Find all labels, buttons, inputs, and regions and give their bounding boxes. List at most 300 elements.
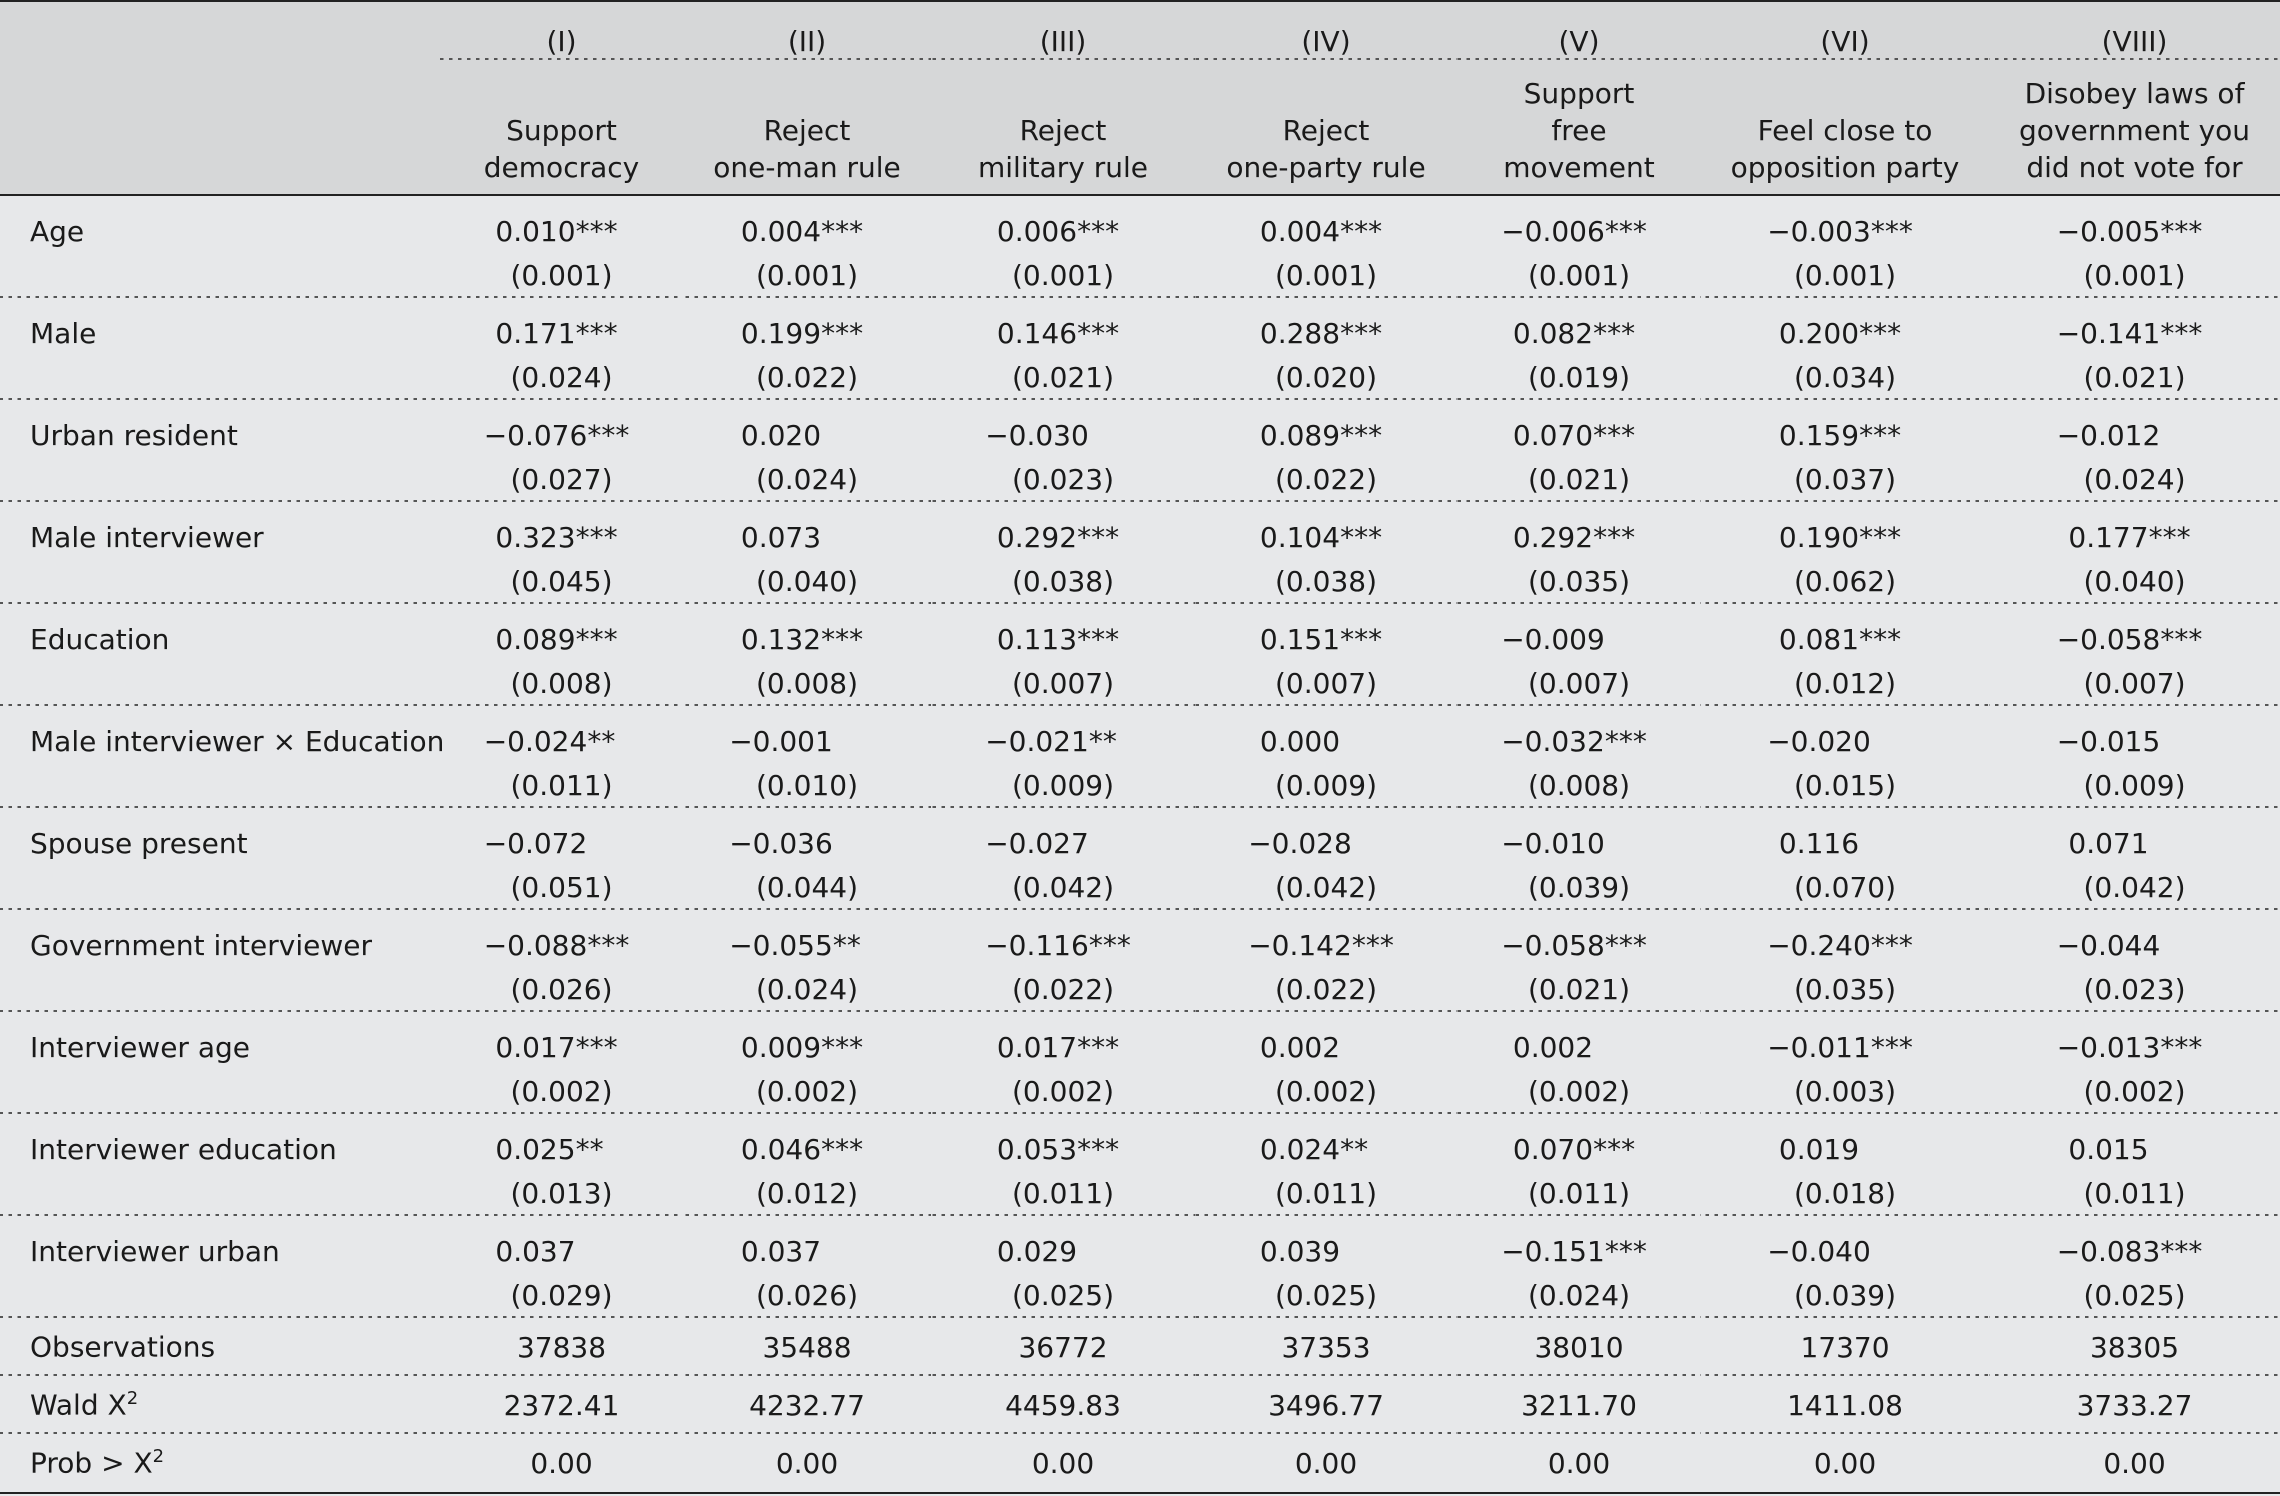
significance-stars: ** xyxy=(587,725,616,758)
coefficient-cell xyxy=(1989,1216,2280,1270)
significance-stars: *** xyxy=(1859,419,1902,452)
standard-error-cell: (0.038) xyxy=(931,556,1195,604)
column-title xyxy=(683,60,931,195)
coefficient-cell xyxy=(683,400,931,454)
coefficient-value: 0.104 xyxy=(1259,521,1341,554)
column-title xyxy=(440,60,683,195)
standard-error-cell: (0.018) xyxy=(1701,1168,1989,1216)
coefficient-value: −0.036 xyxy=(729,827,833,860)
coefficient-value: −0.020 xyxy=(1767,725,1871,758)
coefficient-value: −0.030 xyxy=(985,419,1089,452)
coefficient-cell xyxy=(931,1216,1195,1270)
row-label-blank xyxy=(0,964,440,1012)
significance-stars: ** xyxy=(575,1133,604,1166)
coefficient-cell xyxy=(683,195,931,250)
coefficient-value: −0.021 xyxy=(985,725,1089,758)
coefficient-cell xyxy=(1457,910,1701,964)
standard-error-cell: (0.024) xyxy=(1457,1270,1701,1318)
coefficient-value: −0.001 xyxy=(729,725,833,758)
row-label: Male interviewer × Education xyxy=(30,725,445,758)
coefficient-value: 0.024 xyxy=(1259,1133,1341,1166)
standard-error-cell: (0.035) xyxy=(1701,964,1989,1012)
coefficient-cell xyxy=(1701,400,1989,454)
coefficient-value: 0.015 xyxy=(2068,1133,2149,1166)
standard-error-cell: (0.011) xyxy=(1989,1168,2280,1216)
significance-stars: *** xyxy=(1870,1031,1913,1064)
coefficient-row xyxy=(0,502,2280,556)
statistic-label xyxy=(0,1434,440,1493)
significance-stars: ** xyxy=(1088,725,1117,758)
row-label-blank xyxy=(0,1066,440,1114)
row-label: Male xyxy=(30,317,97,350)
coefficient-value: 0.046 xyxy=(740,1133,822,1166)
coefficient-cell xyxy=(1457,706,1701,760)
coefficient-value: −0.006 xyxy=(1501,215,1605,248)
standard-error-row xyxy=(0,1270,2280,1318)
coefficient-value: 0.037 xyxy=(495,1235,576,1268)
standard-error-cell: (0.019) xyxy=(1457,352,1701,400)
statistic-value: 4459.83 xyxy=(931,1376,1195,1434)
coefficient-cell xyxy=(440,910,683,964)
standard-error-cell: (0.011) xyxy=(1457,1168,1701,1216)
statistic-label-text: Observations xyxy=(30,1330,216,1364)
column-title xyxy=(1195,60,1457,195)
standard-error-cell: (0.008) xyxy=(440,658,683,706)
standard-error-cell: (0.001) xyxy=(931,250,1195,298)
row-label-blank xyxy=(0,556,440,604)
significance-stars: *** xyxy=(1593,419,1636,452)
coefficient-value: 0.081 xyxy=(1778,623,1860,656)
row-label-blank xyxy=(0,1168,440,1216)
coefficient-cell xyxy=(683,1114,931,1168)
coefficient-value: −0.015 xyxy=(2056,725,2161,758)
row-label-blank xyxy=(0,862,440,910)
standard-error-cell: (0.039) xyxy=(1457,862,1701,910)
coefficient-cell xyxy=(1457,502,1701,556)
standard-error-cell: (0.002) xyxy=(1989,1066,2280,1114)
coefficient-cell xyxy=(1701,1114,1989,1168)
standard-error-cell: (0.042) xyxy=(1195,862,1457,910)
significance-stars: *** xyxy=(2160,623,2203,656)
coefficient-value: −0.040 xyxy=(1767,1235,1871,1268)
coefficient-cell xyxy=(931,1012,1195,1066)
coefficient-value: 0.053 xyxy=(996,1133,1078,1166)
significance-stars: *** xyxy=(2160,1031,2203,1064)
coefficient-cell xyxy=(1195,502,1457,556)
coefficient-cell xyxy=(931,910,1195,964)
coefficient-value: 0.113 xyxy=(996,623,1078,656)
coefficient-cell xyxy=(931,604,1195,658)
coefficient-value: −0.027 xyxy=(985,827,1089,860)
standard-error-row xyxy=(0,250,2280,298)
coefficient-cell xyxy=(1457,604,1701,658)
statistic-superscript: 2 xyxy=(126,1388,139,1410)
statistic-row xyxy=(0,1434,2280,1493)
standard-error-cell: (0.025) xyxy=(1989,1270,2280,1318)
standard-error-cell: (0.038) xyxy=(1195,556,1457,604)
coefficient-value: 0.288 xyxy=(1259,317,1341,350)
statistic-value: 3211.70 xyxy=(1457,1376,1701,1434)
coefficient-row xyxy=(0,1216,2280,1270)
standard-error-cell: (0.010) xyxy=(683,760,931,808)
row-label: Urban resident xyxy=(30,419,238,452)
coefficient-cell xyxy=(440,400,683,454)
coefficient-value: 0.292 xyxy=(996,521,1078,554)
significance-stars: *** xyxy=(1604,1235,1647,1268)
coefficient-cell xyxy=(1701,1012,1989,1066)
coefficient-value: 0.025 xyxy=(495,1133,576,1166)
statistic-value: 0.00 xyxy=(1701,1434,1989,1493)
statistic-value: 38010 xyxy=(1457,1318,1701,1376)
coefficient-value: −0.072 xyxy=(483,827,588,860)
standard-error-cell: (0.023) xyxy=(931,454,1195,502)
significance-stars: *** xyxy=(575,1031,618,1064)
row-label-blank xyxy=(0,760,440,808)
row-label: Government interviewer xyxy=(30,929,372,962)
table-header xyxy=(0,1,2280,195)
column-title-line: one-man rule xyxy=(713,151,901,184)
standard-error-cell: (0.002) xyxy=(1457,1066,1701,1114)
standard-error-cell: (0.040) xyxy=(683,556,931,604)
coefficient-cell xyxy=(1195,298,1457,352)
coefficient-value: 0.029 xyxy=(996,1235,1078,1268)
coefficient-value: 0.132 xyxy=(740,623,822,656)
coefficient-value: 0.004 xyxy=(740,215,822,248)
significance-stars: *** xyxy=(1859,521,1902,554)
coefficient-cell xyxy=(1989,195,2280,250)
coefficient-value: −0.012 xyxy=(2056,419,2161,452)
coefficient-value: −0.024 xyxy=(483,725,588,758)
standard-error-cell: (0.001) xyxy=(1701,250,1989,298)
column-title-line: government you xyxy=(2018,114,2251,147)
row-label-blank xyxy=(0,352,440,400)
significance-stars: *** xyxy=(1340,623,1383,656)
significance-stars: *** xyxy=(821,1133,864,1166)
column-title xyxy=(931,60,1195,195)
standard-error-cell: (0.002) xyxy=(440,1066,683,1114)
coefficient-cell xyxy=(440,706,683,760)
coefficient-value: 0.037 xyxy=(740,1235,822,1268)
standard-error-cell: (0.012) xyxy=(1701,658,1989,706)
coefficient-value: 0.000 xyxy=(1259,725,1341,758)
coefficient-cell xyxy=(1701,706,1989,760)
significance-stars: *** xyxy=(1870,929,1913,962)
coefficient-cell xyxy=(440,1216,683,1270)
coefficient-value: 0.323 xyxy=(495,521,576,554)
coefficient-cell xyxy=(1701,910,1989,964)
standard-error-cell: (0.011) xyxy=(440,760,683,808)
coefficient-cell xyxy=(1195,1114,1457,1168)
column-number: (IV) xyxy=(1195,1,1457,60)
coefficient-cell xyxy=(1195,706,1457,760)
coefficient-value: −0.055 xyxy=(729,929,833,962)
statistic-label-text: Prob > X xyxy=(30,1446,153,1480)
significance-stars: *** xyxy=(821,623,864,656)
significance-stars: *** xyxy=(1340,215,1383,248)
coefficient-cell xyxy=(1701,298,1989,352)
column-number: (III) xyxy=(931,1,1195,60)
coefficient-value: −0.010 xyxy=(1501,827,1605,860)
standard-error-cell: (0.034) xyxy=(1701,352,1989,400)
standard-error-cell: (0.012) xyxy=(683,1168,931,1216)
column-title-line: democracy xyxy=(483,151,640,184)
coefficient-cell xyxy=(1989,604,2280,658)
significance-stars: *** xyxy=(1340,419,1383,452)
standard-error-row xyxy=(0,760,2280,808)
coefficient-value: −0.009 xyxy=(1501,623,1605,656)
coefficient-value: −0.142 xyxy=(1248,929,1352,962)
statistic-row xyxy=(0,1318,2280,1376)
column-title-line: Reject xyxy=(1019,114,1107,147)
standard-error-cell: (0.009) xyxy=(1195,760,1457,808)
coefficient-row xyxy=(0,400,2280,454)
coefficient-row xyxy=(0,1012,2280,1066)
standard-error-cell: (0.002) xyxy=(683,1066,931,1114)
coefficient-cell xyxy=(1457,400,1701,454)
coefficient-cell xyxy=(1989,400,2280,454)
header-blank-cell xyxy=(0,60,440,195)
column-title-line: Reject xyxy=(763,114,851,147)
standard-error-cell: (0.024) xyxy=(1989,454,2280,502)
column-number: (II) xyxy=(683,1,931,60)
standard-error-cell: (0.001) xyxy=(440,250,683,298)
standard-error-cell: (0.062) xyxy=(1701,556,1989,604)
coefficient-cell xyxy=(683,502,931,556)
coefficient-value: 0.039 xyxy=(1259,1235,1341,1268)
standard-error-cell: (0.022) xyxy=(1195,454,1457,502)
coefficient-cell xyxy=(440,502,683,556)
coefficient-value: 0.159 xyxy=(1778,419,1860,452)
coefficient-cell xyxy=(1701,195,1989,250)
standard-error-cell: (0.001) xyxy=(1457,250,1701,298)
coefficient-value: 0.292 xyxy=(1512,521,1594,554)
row-label: Spouse present xyxy=(30,827,248,860)
significance-stars: *** xyxy=(821,1031,864,1064)
statistic-value: 37353 xyxy=(1195,1318,1457,1376)
standard-error-cell: (0.008) xyxy=(1457,760,1701,808)
statistic-value: 3733.27 xyxy=(1989,1376,2280,1434)
row-label-blank xyxy=(0,250,440,298)
standard-error-cell: (0.001) xyxy=(683,250,931,298)
standard-error-cell: (0.011) xyxy=(931,1168,1195,1216)
coefficient-value: 0.017 xyxy=(495,1031,576,1064)
significance-stars: *** xyxy=(575,317,618,350)
standard-error-cell: (0.025) xyxy=(1195,1270,1457,1318)
statistic-value: 1411.08 xyxy=(1701,1376,1989,1434)
standard-error-cell: (0.040) xyxy=(1989,556,2280,604)
coefficient-value: 0.070 xyxy=(1512,419,1594,452)
table-body xyxy=(0,195,2280,1493)
significance-stars: *** xyxy=(1077,1031,1120,1064)
standard-error-cell: (0.021) xyxy=(1989,352,2280,400)
coefficient-value: 0.002 xyxy=(1512,1031,1594,1064)
coefficient-value: −0.044 xyxy=(2056,929,2161,962)
coefficient-cell xyxy=(683,910,931,964)
standard-error-cell: (0.008) xyxy=(683,658,931,706)
coefficient-cell xyxy=(440,1114,683,1168)
coefficient-value: 0.017 xyxy=(996,1031,1078,1064)
standard-error-cell: (0.001) xyxy=(1989,250,2280,298)
row-label-blank xyxy=(0,454,440,502)
standard-error-cell: (0.039) xyxy=(1701,1270,1989,1318)
standard-error-cell: (0.011) xyxy=(1195,1168,1457,1216)
statistic-value: 17370 xyxy=(1701,1318,1989,1376)
statistic-value: 37838 xyxy=(440,1318,683,1376)
column-title-line: Reject xyxy=(1282,114,1370,147)
coefficient-value: −0.151 xyxy=(1501,1235,1605,1268)
significance-stars: *** xyxy=(1604,215,1647,248)
significance-stars: *** xyxy=(821,215,864,248)
row-label: Interviewer urban xyxy=(30,1235,280,1268)
coefficient-value: 0.004 xyxy=(1259,215,1341,248)
coefficient-value: 0.190 xyxy=(1778,521,1860,554)
coefficient-value: −0.083 xyxy=(2056,1235,2161,1268)
significance-stars: *** xyxy=(1077,1133,1120,1166)
significance-stars: *** xyxy=(1859,623,1902,656)
coefficient-row xyxy=(0,808,2280,862)
coefficient-value: 0.200 xyxy=(1778,317,1860,350)
column-title-line: free xyxy=(1551,114,1607,147)
standard-error-cell: (0.070) xyxy=(1701,862,1989,910)
coefficient-cell xyxy=(1701,502,1989,556)
statistic-row xyxy=(0,1376,2280,1434)
standard-error-cell: (0.022) xyxy=(1195,964,1457,1012)
standard-error-cell: (0.001) xyxy=(1195,250,1457,298)
coefficient-cell xyxy=(1989,502,2280,556)
standard-error-cell: (0.021) xyxy=(1457,454,1701,502)
coefficient-cell xyxy=(1457,195,1701,250)
coefficient-cell xyxy=(1457,808,1701,862)
standard-error-row xyxy=(0,556,2280,604)
significance-stars: *** xyxy=(2160,317,2203,350)
column-title-line: Support xyxy=(1523,77,1635,110)
standard-error-cell: (0.013) xyxy=(440,1168,683,1216)
coefficient-cell xyxy=(440,298,683,352)
coefficient-row xyxy=(0,706,2280,760)
coefficient-row xyxy=(0,910,2280,964)
statistic-value: 35488 xyxy=(683,1318,931,1376)
significance-stars: *** xyxy=(575,521,618,554)
significance-stars: *** xyxy=(1604,725,1647,758)
standard-error-row xyxy=(0,862,2280,910)
coefficient-cell xyxy=(1989,1012,2280,1066)
coefficient-value: −0.088 xyxy=(483,929,588,962)
standard-error-cell: (0.026) xyxy=(683,1270,931,1318)
standard-error-cell: (0.024) xyxy=(683,454,931,502)
statistic-value: 0.00 xyxy=(1989,1434,2280,1493)
standard-error-cell: (0.037) xyxy=(1701,454,1989,502)
coefficient-cell xyxy=(1701,604,1989,658)
standard-error-cell: (0.026) xyxy=(440,964,683,1012)
significance-stars: *** xyxy=(1077,623,1120,656)
coefficient-cell xyxy=(1457,1114,1701,1168)
coefficient-cell xyxy=(1457,298,1701,352)
standard-error-cell: (0.022) xyxy=(931,964,1195,1012)
standard-error-cell: (0.024) xyxy=(440,352,683,400)
standard-error-cell: (0.003) xyxy=(1701,1066,1989,1114)
significance-stars: *** xyxy=(1593,521,1636,554)
coefficient-value: 0.146 xyxy=(996,317,1078,350)
coefficient-value: 0.089 xyxy=(495,623,576,656)
column-title xyxy=(1457,60,1701,195)
column-number: (VIII) xyxy=(1989,1,2280,60)
column-title-line: movement xyxy=(1503,151,1655,184)
row-label: Education xyxy=(30,623,170,656)
standard-error-cell: (0.024) xyxy=(683,964,931,1012)
coefficient-cell xyxy=(683,706,931,760)
statistic-label-text: Wald X xyxy=(30,1388,127,1422)
significance-stars: *** xyxy=(2160,215,2203,248)
standard-error-cell: (0.023) xyxy=(1989,964,2280,1012)
significance-stars: *** xyxy=(2160,1235,2203,1268)
coefficient-row xyxy=(0,195,2280,250)
coefficient-value: 0.071 xyxy=(2068,827,2149,860)
standard-error-cell: (0.021) xyxy=(1457,964,1701,1012)
standard-error-row xyxy=(0,964,2280,1012)
statistic-value: 0.00 xyxy=(440,1434,683,1493)
significance-stars: *** xyxy=(1077,521,1120,554)
coefficient-cell xyxy=(931,808,1195,862)
standard-error-row xyxy=(0,454,2280,502)
coefficient-value: 0.177 xyxy=(2068,521,2149,554)
statistic-label xyxy=(0,1376,440,1434)
standard-error-cell: (0.042) xyxy=(931,862,1195,910)
significance-stars: *** xyxy=(1351,929,1394,962)
header-blank-cell xyxy=(0,1,440,60)
coefficient-value: 0.010 xyxy=(495,215,576,248)
coefficient-value: 0.089 xyxy=(1259,419,1341,452)
significance-stars: ** xyxy=(832,929,861,962)
row-label: Age xyxy=(30,215,85,248)
statistic-value: 0.00 xyxy=(683,1434,931,1493)
significance-stars: *** xyxy=(587,419,630,452)
standard-error-cell: (0.025) xyxy=(931,1270,1195,1318)
coefficient-cell xyxy=(440,604,683,658)
coefficient-cell xyxy=(931,400,1195,454)
coefficient-value: −0.028 xyxy=(1248,827,1352,860)
coefficient-value: 0.019 xyxy=(1778,1133,1860,1166)
coefficient-value: −0.032 xyxy=(1501,725,1605,758)
significance-stars: *** xyxy=(575,623,618,656)
statistic-value: 0.00 xyxy=(1195,1434,1457,1493)
standard-error-cell: (0.029) xyxy=(440,1270,683,1318)
coefficient-value: −0.116 xyxy=(985,929,1089,962)
statistic-value: 4232.77 xyxy=(683,1376,931,1434)
coefficient-cell xyxy=(683,1012,931,1066)
coefficient-value: 0.199 xyxy=(740,317,822,350)
coefficient-cell xyxy=(1195,1216,1457,1270)
coefficient-cell xyxy=(1195,400,1457,454)
significance-stars: *** xyxy=(1859,317,1902,350)
standard-error-cell: (0.007) xyxy=(1195,658,1457,706)
standard-error-cell: (0.044) xyxy=(683,862,931,910)
row-label-blank xyxy=(0,1270,440,1318)
column-title-line: Disobey laws of xyxy=(2024,77,2245,110)
significance-stars: *** xyxy=(587,929,630,962)
coefficient-cell xyxy=(1195,910,1457,964)
standard-error-cell: (0.007) xyxy=(1457,658,1701,706)
column-title-line: military rule xyxy=(978,151,1148,184)
significance-stars: *** xyxy=(575,215,618,248)
standard-error-cell: (0.009) xyxy=(1989,760,2280,808)
column-title-line: did not vote for xyxy=(2026,151,2243,184)
statistic-label xyxy=(0,1318,440,1376)
row-label-blank xyxy=(0,658,440,706)
standard-error-cell: (0.009) xyxy=(931,760,1195,808)
significance-stars: *** xyxy=(1077,317,1120,350)
standard-error-cell: (0.051) xyxy=(440,862,683,910)
statistic-value: 38305 xyxy=(1989,1318,2280,1376)
